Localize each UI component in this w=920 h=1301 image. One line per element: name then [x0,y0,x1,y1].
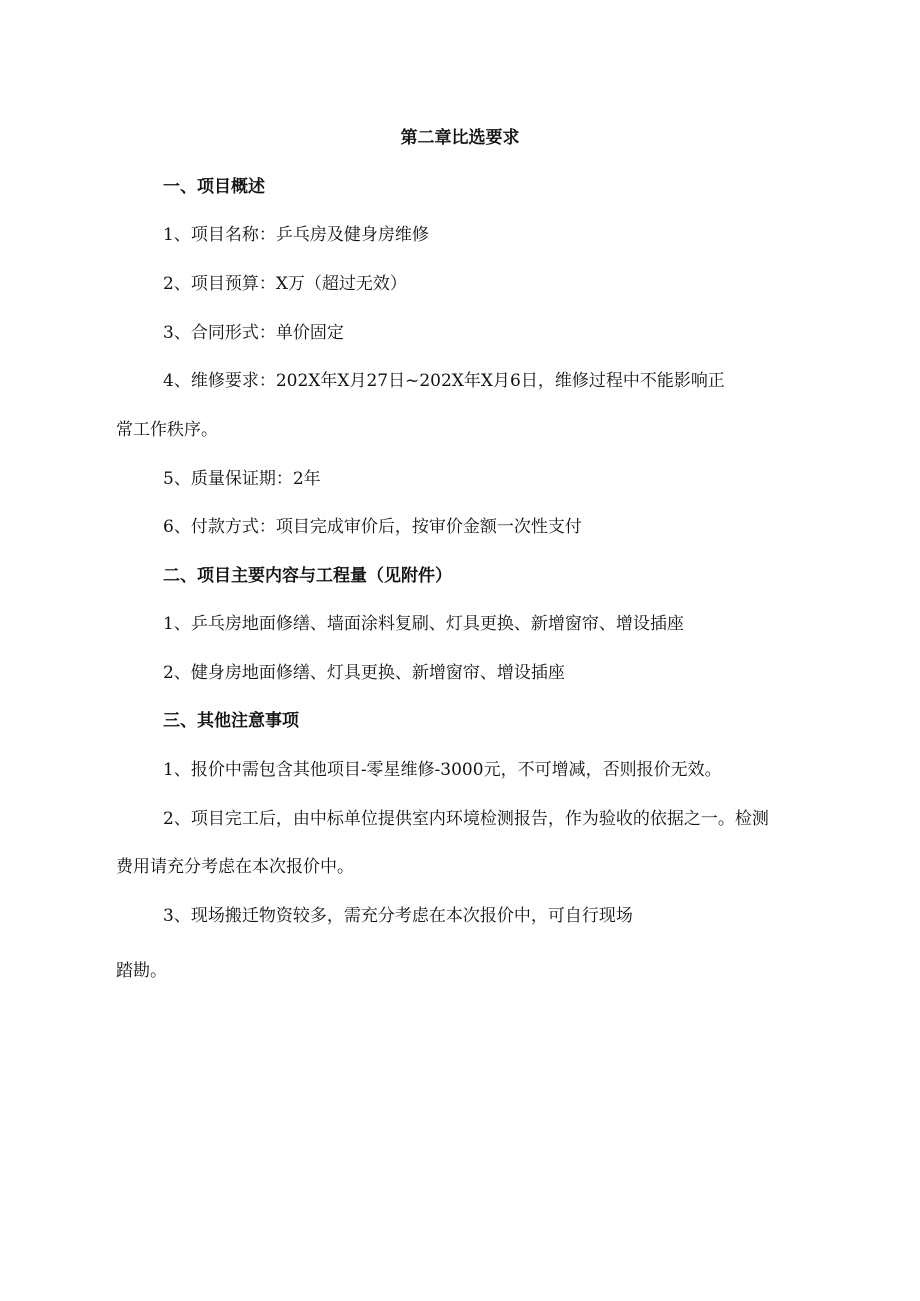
section-heading-other-notes: 三、其他注意事项 [163,711,299,731]
section-heading-main-content: 二、项目主要内容与工程量（见附件） [163,566,452,586]
chapter-title: 第二章比选要求 [400,128,520,148]
note-relocation-continued: 踏勘。 [116,961,167,981]
section-heading-overview: 一、项目概述 [163,177,265,197]
note-relocation: 3、现场搬迁物资较多，需充分考虑在本次报价中，可自行现场 [163,906,633,926]
item-repair-requirement: 4、维修要求：202X年X月27日~202X年X月6日，维修过程中不能影响正 [163,371,725,391]
note-quotation: 1、报价中需包含其他项目-零星维修-3000元，不可增减，否则报价无效。 [163,760,722,780]
item-warranty-period: 5、质量保证期：2年 [163,469,321,489]
item-repair-requirement-continued: 常工作秩序。 [116,420,218,440]
note-environment-test-continued: 费用请充分考虑在本次报价中。 [116,857,354,877]
item-project-name: 1、项目名称：乒乓房及健身房维修 [163,225,429,245]
item-gym-room: 2、健身房地面修缮、灯具更换、新增窗帘、增设插座 [163,663,565,683]
item-payment-method: 6、付款方式：项目完成审价后，按审价金额一次性支付 [163,517,582,537]
item-project-budget: 2、项目预算：X万（超过无效） [163,274,407,294]
item-contract-form: 3、合同形式：单价固定 [163,323,344,343]
note-environment-test: 2、项目完工后，由中标单位提供室内环境检测报告，作为验收的依据之一。检测 [163,809,769,829]
item-table-tennis-room: 1、乒乓房地面修缮、墙面涂料复刷、灯具更换、新增窗帘、增设插座 [163,614,684,634]
